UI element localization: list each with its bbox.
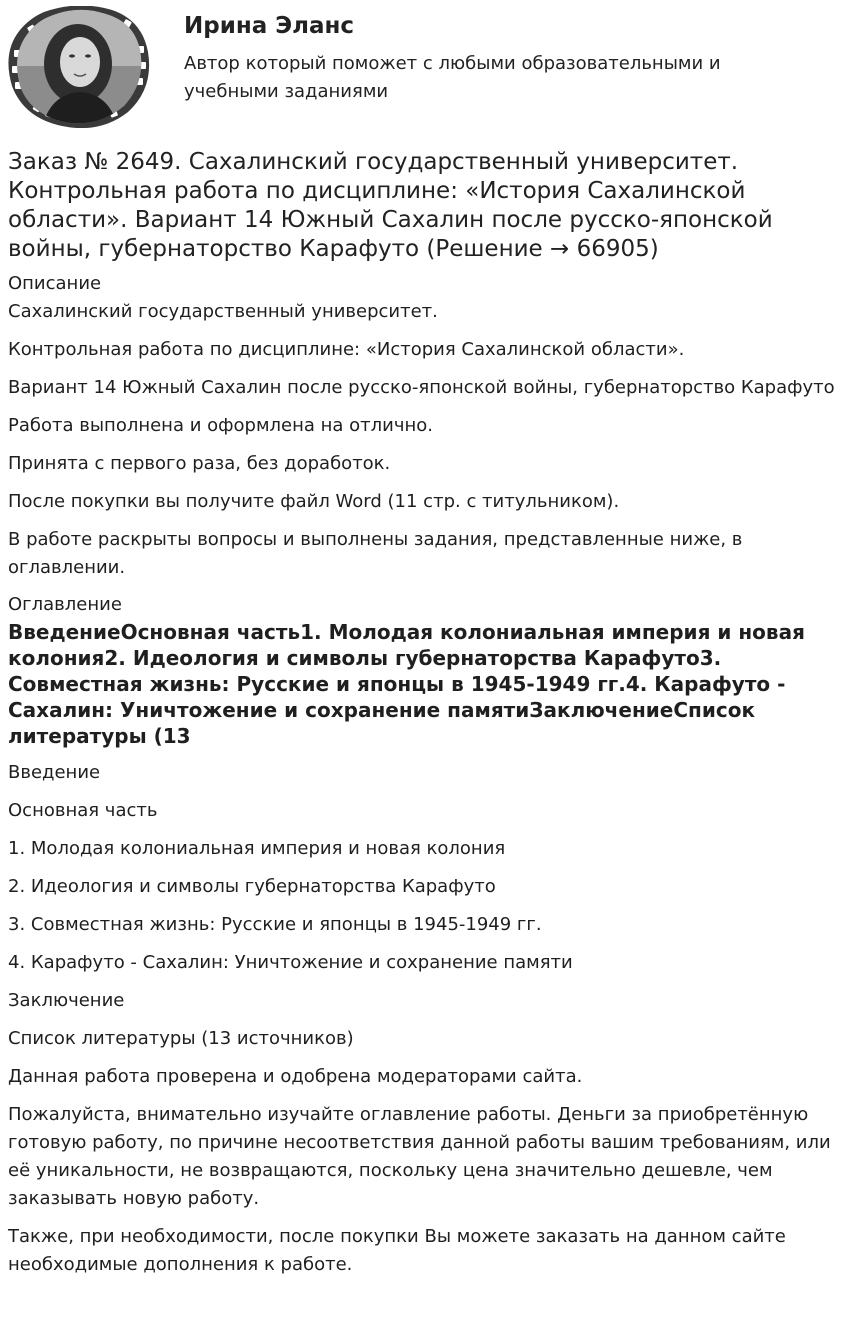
toc-label: Оглавление: [8, 594, 122, 615]
toc-summary: ВведениеОсновная часть1. Молодая колониальная империя и новая колония2. Идеология и символы губернаторства Карафуто3. Совместная жизнь: Русские и японцы в 1945-1949 гг.4. Карафуто - Сахалин: Уничтожение и сохранение памятиЗаключениеСписок литературы (13: [8, 620, 805, 748]
toc-item: Введение: [8, 762, 101, 783]
author-card: [0, 0, 847, 140]
toc-item: Основная часть: [8, 800, 158, 821]
description-paragraph: Принята с первого раза, без доработок.: [8, 453, 391, 474]
page-title: Заказ № 2649. Сахалинский государственный университет. Контрольная работа по дисциплине: «История Сахалинской области». Вариант 14 Южный Сахалин после русско-японской войны, губернаторство Карафуто (Решение → 66905): [8, 149, 773, 262]
description-paragraph: Работа выполнена и оформлена на отлично.: [8, 415, 434, 436]
footer-paragraph: Пожалуйста, внимательно изучайте оглавление работы. Деньги за приобретённую готовую работу, по причине несоответствия данной работы вашим требованиям, или её уникальности, не возвращаются, поскольку цена значительно дешевле, чем заказывать новую работу.: [8, 1104, 831, 1209]
main-content: [8, 148, 838, 1289]
description-paragraph: После покупки вы получите файл Word (11 стр. с титульником).: [8, 491, 620, 512]
toc-item: 3. Совместная жизнь: Русские и японцы в 1945-1949 гг.: [8, 914, 542, 935]
toc-item: Заключение: [8, 990, 125, 1011]
author-description: Автор который поможет с любыми образовательными и учебными заданиями: [184, 53, 721, 102]
author-name[interactable]: Ирина Эланс: [184, 13, 355, 39]
description-label: Описание: [8, 273, 102, 294]
description-paragraph: Сахалинский государственный университет.: [8, 301, 438, 322]
toc-item: 1. Молодая колониальная империя и новая колония: [8, 838, 506, 859]
description-paragraph: В работе раскрыты вопросы и выполнены задания, представленные ниже, в оглавлении.: [8, 529, 743, 578]
description-paragraph: Контрольная работа по дисциплине: «История Сахалинской области».: [8, 339, 685, 360]
footer-paragraph: Также, при необходимости, после покупки Вы можете заказать на данном сайте необходимые дополнения к работе.: [8, 1226, 786, 1275]
toc-item: Список литературы (13 источников): [8, 1028, 354, 1049]
film-frame-avatar-icon: [6, 6, 152, 128]
footer-paragraph: Данная работа проверена и одобрена модераторами сайта.: [8, 1066, 583, 1087]
toc-item: 2. Идеология и символы губернаторства Карафуто: [8, 876, 496, 897]
author-avatar[interactable]: [6, 6, 152, 128]
description-paragraph: Вариант 14 Южный Сахалин после русско-японской войны, губернаторство Карафуто: [8, 377, 835, 398]
toc-item: 4. Карафуто - Сахалин: Уничтожение и сохранение памяти: [8, 952, 573, 973]
